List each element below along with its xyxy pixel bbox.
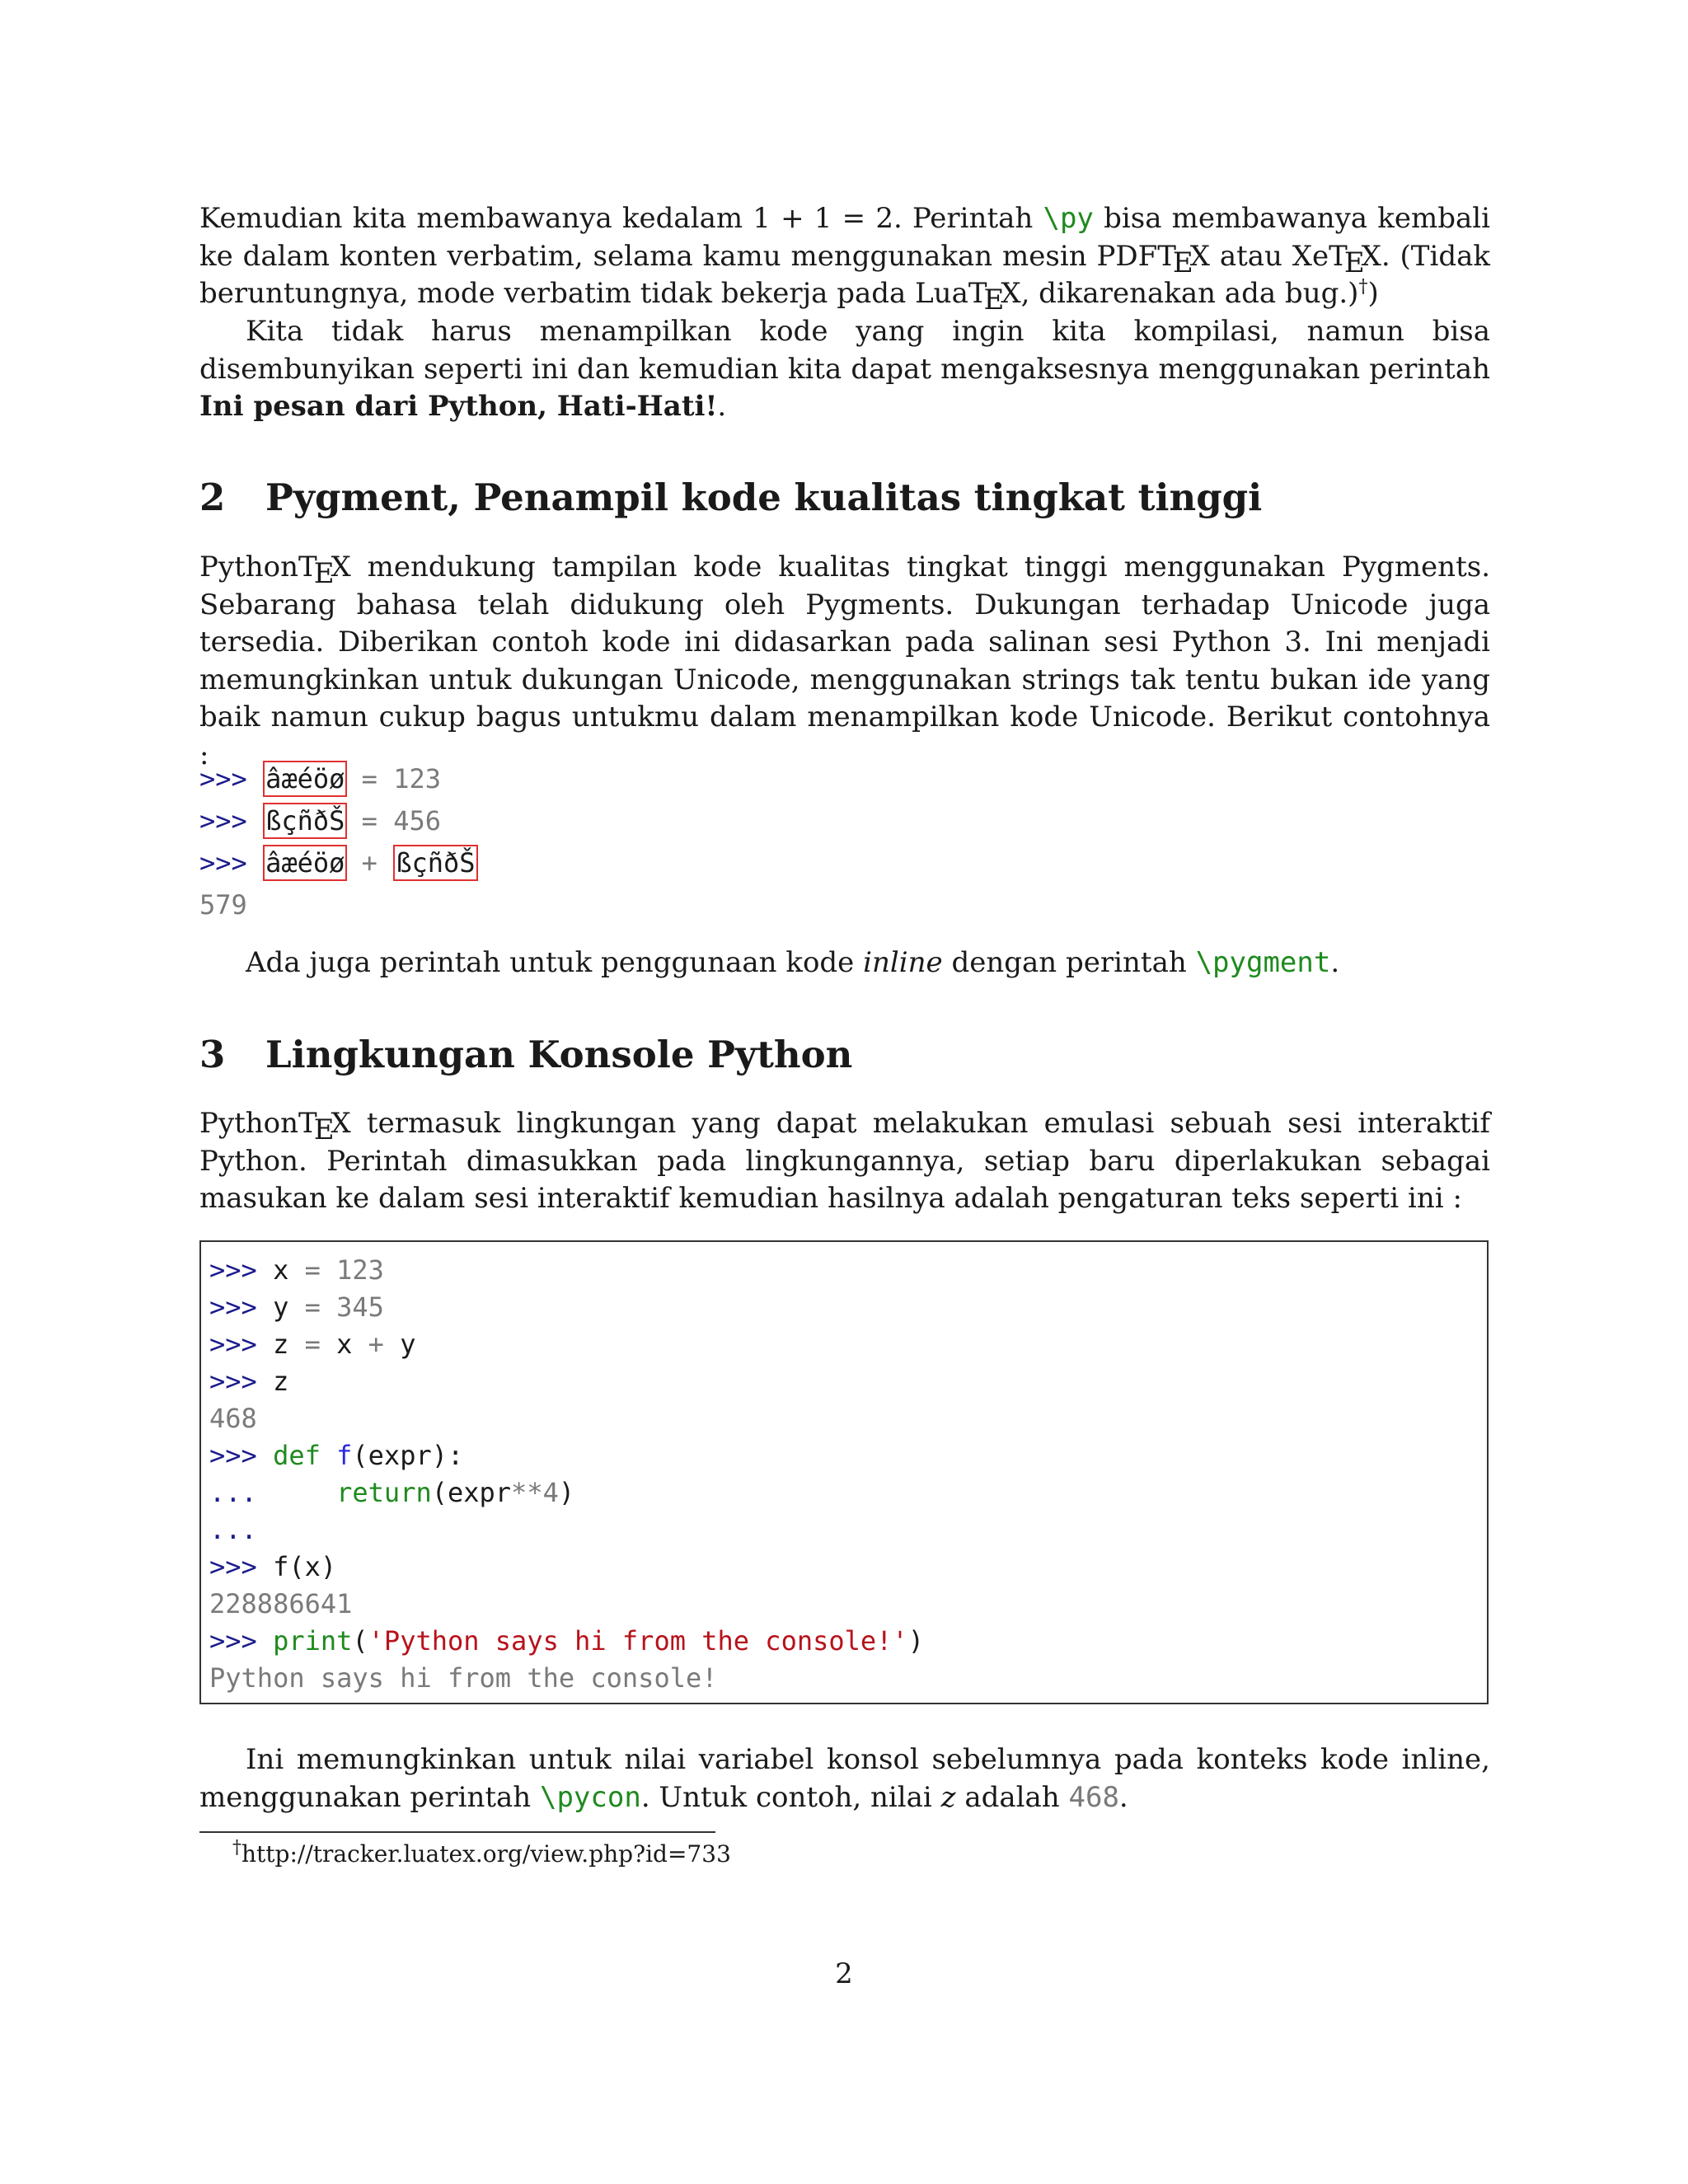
console-line: >>> f(x): [209, 1551, 337, 1582]
intro-paragraph-1: Kemudian kita membawanya kedalam 1 + 1 = 2. Perintah \py bisa membawanya kembali ke dalam konten verbatim, selama kamu menggunakan mesin PDFTEX atau XeTEX. (Tidak beruntungnya, mode verbatim tidak bekerja pada LuaTEX, dikarenakan ada bug.)†): [199, 202, 1490, 316]
console-line: ... return(expr**4): [209, 1477, 575, 1508]
python-message-bold: Ini pesan dari Python, Hati-Hati!: [199, 390, 718, 423]
section-3-paragraph-2: Ini memungkinkan untuk nilai variabel konsol sebelumnya pada konteks kode inline, menggunakan perintah \pycon. Untuk contoh, nilai z adalah 468.: [199, 1743, 1490, 1814]
unicode-code-block: [199, 758, 476, 926]
code-result: 579: [199, 889, 247, 921]
console-line: >>> x = 123: [209, 1254, 384, 1286]
console-line: ...: [209, 1514, 257, 1545]
console-line: >>> z: [209, 1366, 289, 1397]
console-line: >>> y = 345: [209, 1291, 384, 1323]
section-2-heading: 2 Pygment, Penampil kode kualitas tingkat tinggi: [199, 476, 1263, 519]
command-py: \py: [1043, 202, 1094, 235]
unicode-var-2: ßçñðŠ: [263, 803, 347, 839]
section-3-paragraph-1: PythonTEX termasuk lingkungan yang dapat melakukan emulasi sebuah sesi interaktif Python. Perintah dimasukkan pada lingkungannya, setiap baru diperlakukan sebagai masukan ke dalam sesi interaktif kemudian hasilnya adalah pengaturan teks seperti ini :: [199, 1107, 1490, 1215]
footnote: †http://tracker.luatex.org/view.php?id=733: [232, 1837, 731, 1868]
console-output: 228886641: [209, 1588, 353, 1619]
page-number: 2: [835, 1957, 853, 1990]
unicode-var-1: âæéöø: [263, 761, 347, 797]
code-line-1: >>> âæéöø = 123: [199, 758, 476, 800]
footnote-link[interactable]: http://tracker.luatex.org/view.php?id=733: [241, 1840, 731, 1868]
console-line: >>> def f(expr):: [209, 1440, 464, 1471]
section-2-paragraph-1: PythonTEX mendukung tampilan kode kualitas tingkat tinggi menggunakan Pygments. Sebarang bahasa telah didukung oleh Pygments. Dukungan terhadap Unicode juga tersedia. Diberikan contoh kode ini didasarkan pada salinan sesi Python 3. Ini menjadi memungkinkan untuk dukungan Unicode, menggunakan strings tak tentu bukan ide yang baik namun cukup bagus untukmu dalam menampilkan kode Unicode. Berikut contohnya :: [199, 551, 1490, 771]
console-line: >>> z = x + y: [209, 1329, 416, 1360]
console-output: 468: [209, 1403, 257, 1434]
code-line-2: >>> ßçñðŠ = 456: [199, 800, 476, 842]
python-console-box: [199, 1240, 1489, 1704]
code-line-3: >>> âæéöø + ßçñðŠ: [199, 842, 476, 884]
console-output: Python says hi from the console!: [209, 1662, 718, 1694]
section-2-paragraph-2: Ada juga perintah untuk penggunaan kode inline dengan perintah \pygment.: [246, 946, 1340, 979]
footnote-rule: [199, 1831, 715, 1833]
intro-paragraph-2: Kita tidak harus menampilkan kode yang ingin kita kompilasi, namun bisa disembunyikan seperti ini dan kemudian kita dapat mengaksesnya menggunakan perintah Ini pesan dari Python, Hati-Hati!.: [199, 315, 1490, 423]
section-3-heading: 3 Lingkungan Konsole Python: [199, 1033, 853, 1076]
command-pycon: \pycon: [539, 1780, 641, 1814]
console-line: >>> print('Python says hi from the console!'): [209, 1625, 924, 1657]
footnote-mark: †: [1358, 276, 1368, 298]
command-pygment: \pygment: [1195, 946, 1331, 979]
